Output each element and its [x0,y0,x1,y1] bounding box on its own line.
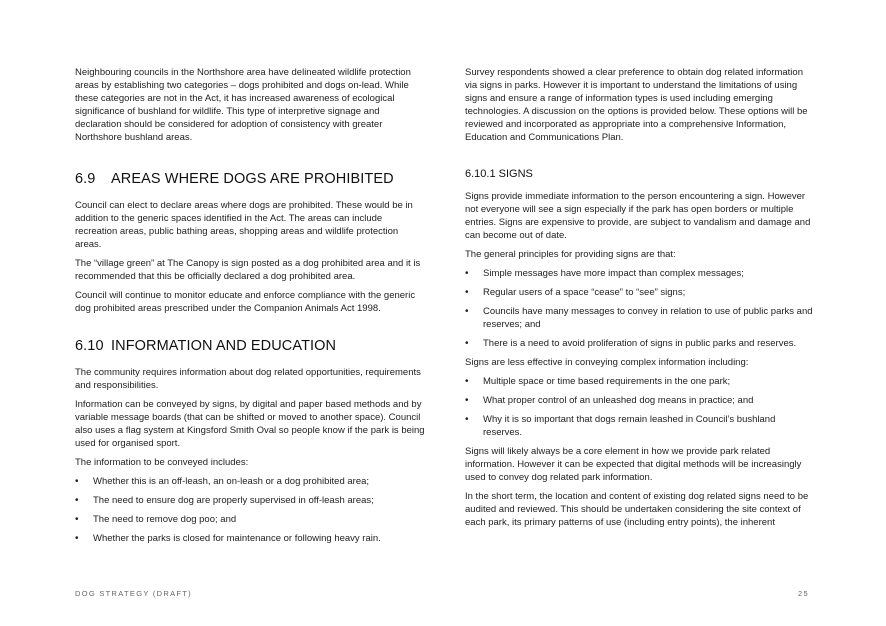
paragraph: Information can be conveyed by signs, by digital and paper based methods and by variable message boards (that can be shifted or moved to another space). Council also uses a flag system at Kingsford Smith Oval so people know if the park is being used for organised sport. [75,399,425,449]
bullet-list [465,375,815,439]
list-item: • Simple messages have more impact than complex messages; [465,267,815,280]
list-item: • Regular users of a space “cease” to “see” signs; [465,286,815,299]
paragraph: The “village green” at The Canopy is sign posted as a dog prohibited area and it is recommended that this be officially declared a dog prohibited area. [75,258,421,282]
bullet-list [465,267,815,350]
section-number: 6.10 [75,338,104,354]
footer-document-title: DOG STRATEGY (DRAFT) [75,589,192,598]
paragraph: The community requires information about dog related opportunities, requirements and responsibilities. [75,367,421,391]
section-6-10-heading [75,338,425,354]
intro-paragraph: Survey respondents showed a clear preference to obtain dog related information via signs in parks. However it is important to understand the limitations of using signs and ensure a range of information types is used including emerging technologies. A discussion on the options is provided below. These options will be reviewed and incorporated as appropriate into a comprehensive Information, Education and Communications Plan. [465,67,808,143]
paragraph: The information to be conveyed includes: [75,457,249,468]
paragraph: Council will continue to monitor educate and enforce compliance with the generic dog prohibited areas prescribed under the Companion Animals Act 1998. [75,290,416,314]
list-item: • Multiple space or time based requirements in the one park; [465,375,815,388]
section-title: AREAS WHERE DOGS ARE PROHIBITED [111,171,394,187]
list-item: • The need to ensure dog are properly supervised in off-leash areas; [75,494,425,507]
section-6-9-heading [75,171,425,187]
section-6-10-1-heading: 6.10.1 SIGNS [465,168,533,180]
bullet-list [75,475,425,545]
list-item: • The need to remove dog poo; and [75,513,425,526]
paragraph: In the short term, the location and content of existing dog related signs need to be audited and reviewed. This should be undertaken considering the site context of each park, its primary patterns of use (including entry points), the inherent [465,491,809,528]
paragraph: Council can elect to declare areas where dogs are prohibited. These would be in addition to the generic spaces identified in the Act. The areas can include recreation areas, public bathing areas, shopping areas and wildlife protection areas. [75,200,413,250]
paragraph: Signs will likely always be a core element in how we provide park related information. However it can be expected that digital methods will be increasingly used to convey dog related park information. [465,446,802,483]
left-column [75,66,425,551]
list-item: • What proper control of an unleashed dog means in practice; and [465,394,815,407]
list-item: • Councils have many messages to convey in relation to use of public parks and reserves; and [465,305,815,331]
footer-page-number: 25 [798,589,809,598]
paragraph: Signs are less effective in conveying complex information including: [465,357,749,368]
list-item: • Whether the parks is closed for maintenance or following heavy rain. [75,532,425,545]
paragraph: Signs provide immediate information to the person encountering a sign. However not everyone will see a sign especially if the park has open borders or multiple entries. Signs are expensive to provide, are subject to vandalism and damage and can become out of date. [465,191,811,241]
list-item: • Whether this is an off-leash, an on-leash or a dog prohibited area; [75,475,425,488]
section-number: 6.9 [75,171,96,187]
section-title: INFORMATION AND EDUCATION [111,338,337,354]
list-item: • There is a need to avoid proliferation of signs in public parks and reserves. [465,337,815,350]
intro-paragraph: Neighbouring councils in the Northshore area have delineated wildlife protection areas by establishing two categories – dogs prohibited and dogs on-lead. While these categories are not in the Act, it has increased awareness of ecological significance of bushland for wildlife. This type of interpretive signage and declaration should be considered for adoption of consistency with greater Northshore bushland areas. [75,67,411,143]
paragraph: The general principles for providing signs are that: [465,249,676,260]
list-item: • Why it is so important that dogs remain leashed in Council’s bushland reserves. [465,413,815,439]
right-column [465,66,815,535]
